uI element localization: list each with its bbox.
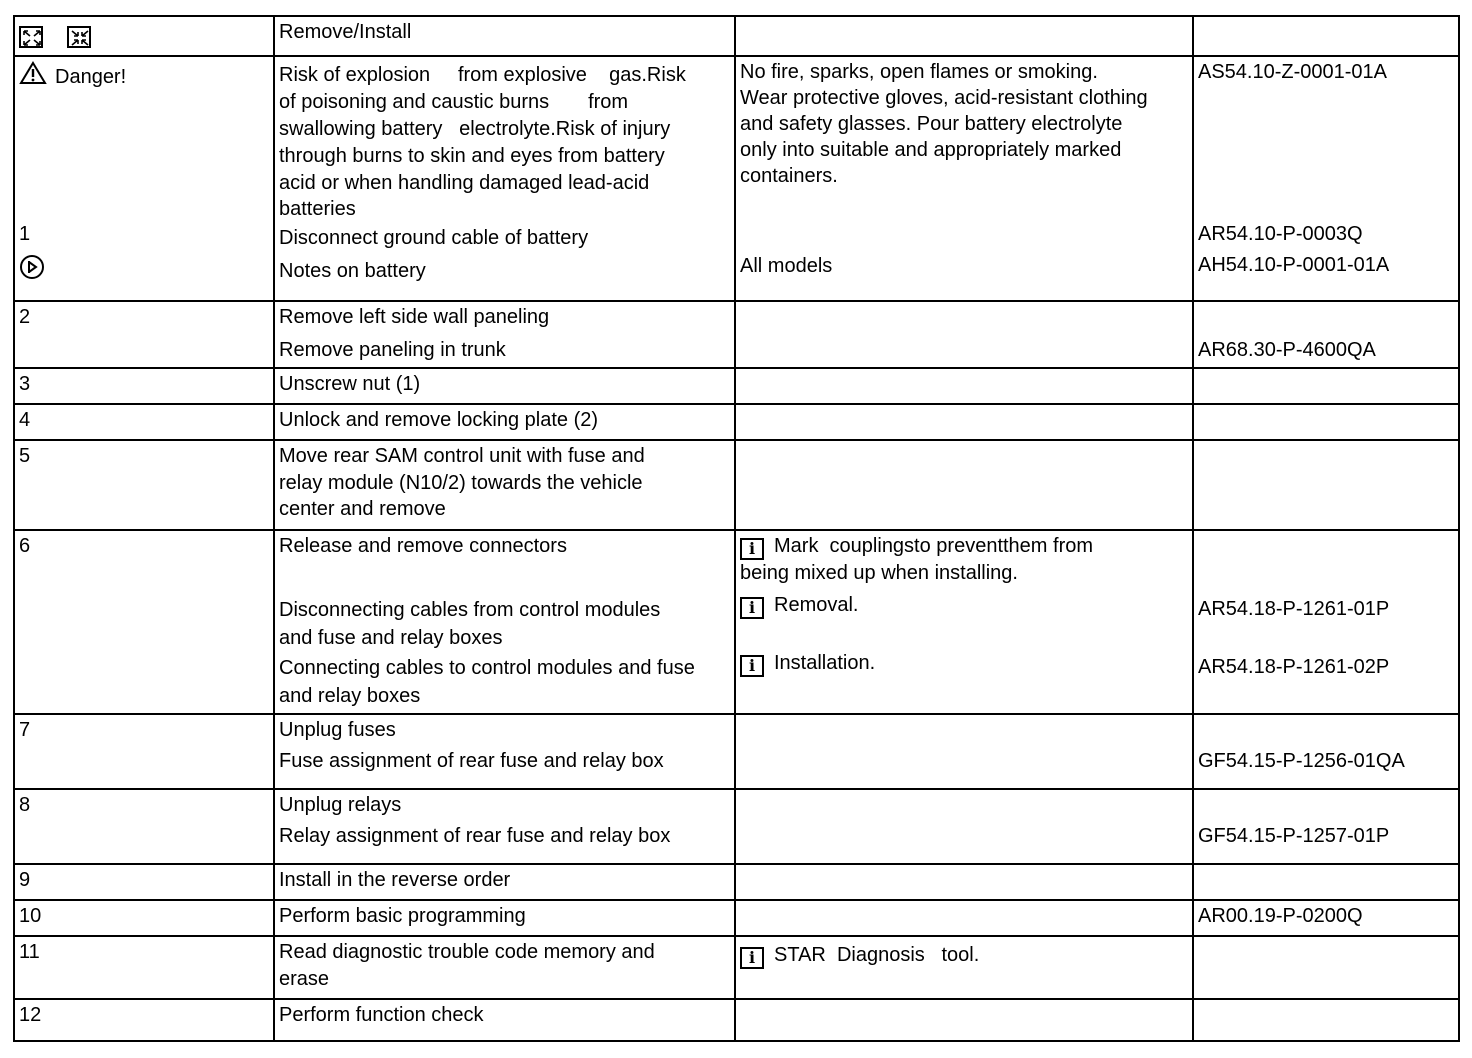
risk-line: of poisoning and caustic burns from <box>279 91 629 113</box>
table-row <box>14 714 1459 789</box>
note-text: Removal. <box>774 594 859 616</box>
risk-line: through burns to skin and eyes from battery <box>279 145 665 167</box>
note-text: Installation. <box>774 652 876 674</box>
measure-line: and safety glasses. Pour battery electrolyte <box>740 113 1123 135</box>
warning-triangle-icon <box>19 61 47 85</box>
table-row <box>14 864 1459 900</box>
sub-action-line: and relay boxes <box>279 685 421 707</box>
note-ref[interactable]: AH54.10-P-0001-01A <box>1198 254 1390 276</box>
step-number: 2 <box>19 306 31 328</box>
step-ref[interactable]: AR54.10-P-0003Q <box>1198 223 1363 245</box>
collapse-icon[interactable] <box>67 26 91 48</box>
note-text: Mark couplingsto preventthem from <box>774 535 1094 557</box>
table-row <box>14 999 1459 1041</box>
step-action: Perform basic programming <box>279 905 526 927</box>
safety-ref[interactable]: AS54.10-Z-0001-01A <box>1198 61 1388 83</box>
step-action: Release and remove connectors <box>279 535 567 557</box>
step-action: Unplug fuses <box>279 719 396 741</box>
expand-icon[interactable] <box>19 26 43 48</box>
info-icon: i <box>740 538 764 560</box>
danger-label: Danger! <box>55 66 127 88</box>
note-arrow-icon <box>19 254 45 280</box>
step-number: 8 <box>19 794 31 816</box>
step-action: Perform function check <box>279 1004 484 1026</box>
sub-ref[interactable]: AR54.18-P-1261-02P <box>1198 656 1390 678</box>
step-action: Unscrew nut (1) <box>279 373 421 395</box>
table-row <box>14 56 1459 301</box>
action-line: relay module (N10/2) towards the vehicle <box>279 472 643 494</box>
measure-line: only into suitable and appropriately marked <box>740 139 1122 161</box>
sub-action: Fuse assignment of rear fuse and relay box <box>279 750 664 772</box>
step-number: 11 <box>19 941 40 963</box>
risk-line: Risk of explosion from explosive gas.Risk <box>279 64 686 86</box>
sub-ref[interactable]: GF54.15-P-1257-01P <box>1198 825 1390 847</box>
step-action: Install in the reverse order <box>279 869 511 891</box>
measure-line: No fire, sparks, open flames or smoking. <box>740 61 1098 83</box>
sub-ref[interactable]: AR54.18-P-1261-01P <box>1198 598 1390 620</box>
info-icon: i <box>740 947 764 969</box>
sub-action: Relay assignment of rear fuse and relay box <box>279 825 671 847</box>
step-ref[interactable]: AR00.19-P-0200Q <box>1198 905 1363 927</box>
header-row <box>14 16 1459 56</box>
table-row <box>14 900 1459 936</box>
sub-action-line: Connecting cables to control modules and fuse <box>279 657 695 679</box>
step-number: 5 <box>19 445 31 467</box>
step-number: 9 <box>19 869 31 891</box>
note-text: STAR Diagnosis tool. <box>774 944 980 966</box>
table-row <box>14 789 1459 864</box>
step-action: Unlock and remove locking plate (2) <box>279 409 599 431</box>
info-icon: i <box>740 655 764 677</box>
procedure-table <box>13 15 1460 1042</box>
step-action: Unplug relays <box>279 794 402 816</box>
step-number: 10 <box>19 905 42 927</box>
sub-ref[interactable]: AR68.30-P-4600QA <box>1198 339 1376 361</box>
step-action: Remove left side wall paneling <box>279 306 550 328</box>
sub-ref[interactable]: GF54.15-P-1256-01QA <box>1198 750 1405 772</box>
step-action: Disconnect ground cable of battery <box>279 227 589 249</box>
table-row <box>14 404 1459 440</box>
info-icon: i <box>740 597 764 619</box>
note-text: being mixed up when installing. <box>740 562 1018 584</box>
page-title: Remove/Install <box>279 21 412 43</box>
risk-line: acid or when handling damaged lead-acid <box>279 172 650 194</box>
measure-line: Wear protective gloves, acid-resistant clothing <box>740 87 1148 109</box>
action-line: center and remove <box>279 498 446 520</box>
measure-line: containers. <box>740 165 838 187</box>
note-scope: All models <box>740 255 833 277</box>
table-row <box>14 368 1459 404</box>
step-number: 6 <box>19 535 31 557</box>
action-line: Read diagnostic trouble code memory and <box>279 941 655 963</box>
table-row <box>14 440 1459 530</box>
step-number: 7 <box>19 719 31 741</box>
step-number: 12 <box>19 1004 42 1026</box>
sub-action-line: and fuse and relay boxes <box>279 627 503 649</box>
sub-action-line: Disconnecting cables from control modules <box>279 599 661 621</box>
table-row <box>14 936 1459 999</box>
action-line: erase <box>279 968 330 990</box>
table-row <box>14 530 1459 714</box>
table-row <box>14 301 1459 368</box>
action-line: Move rear SAM control unit with fuse and <box>279 445 645 467</box>
risk-line: swallowing battery electrolyte.Risk of injury <box>279 118 671 140</box>
step-number: 1 <box>19 223 31 245</box>
step-number: 4 <box>19 409 31 431</box>
note-action: Notes on battery <box>279 260 426 282</box>
risk-line: batteries <box>279 198 356 220</box>
sub-action: Remove paneling in trunk <box>279 339 506 361</box>
step-number: 3 <box>19 373 31 395</box>
